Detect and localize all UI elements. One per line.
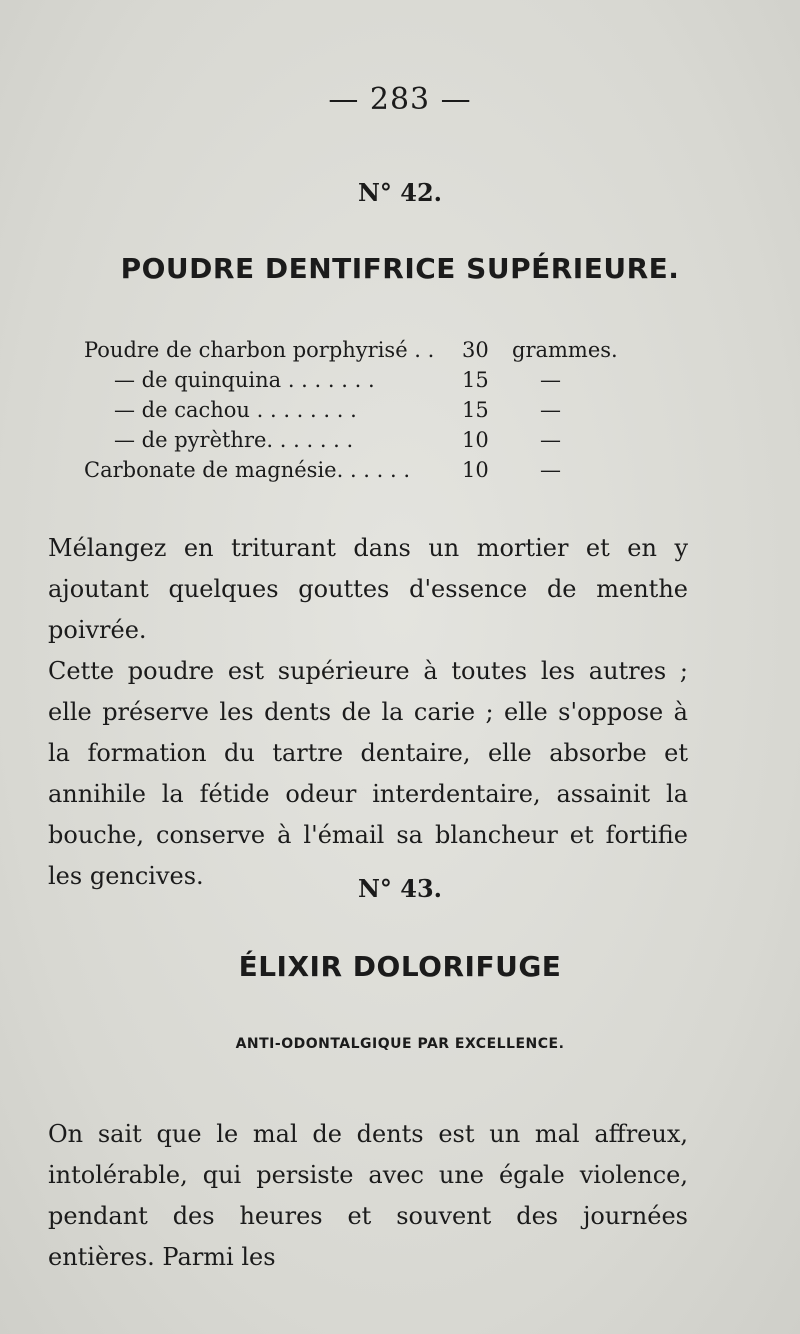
recipe-43-title: ÉLIXIR DOLORIFUGE [238,950,562,983]
recipe-42-number: N° 42. [357,178,443,207]
ingredient-row [84,458,644,488]
ingredient-quantity: 15 [462,368,489,392]
ingredient-unit: — [540,458,561,482]
ingredient-unit: — [540,398,561,422]
recipe-43-number: N° 43. [357,874,443,903]
page-number: — 283 — [328,82,472,117]
ingredient-quantity: 10 [462,458,489,482]
ingredient-name: Poudre de charbon porphyrisé . . [84,338,435,362]
recipe-43-text [48,1114,688,1278]
paragraph: Mélangez en triturant dans un mortier et en y ajoutant quelques gouttes d'essence de menthe poivrée. [48,534,688,644]
ingredient-quantity: 15 [462,398,489,422]
recipe-43-subtitle: ANTI-ODONTALGIQUE PAR EXCELLENCE. [235,1036,565,1052]
ingredient-row [84,368,644,398]
paragraph: Cette poudre est supérieure à toutes les autres ; elle préserve les dents de la carie ; elle s'oppose à la formation du tartre dentaire, elle absorbe et annihile la fétide odeur interdentaire, assainit la bouche, conserve à l'émail sa blancheur et fortifie les gencives. [48,657,688,890]
recipe-42-text [48,528,688,897]
ingredient-unit: — [540,368,561,392]
ingredient-list [84,338,644,488]
ingredient-unit: grammes. [512,338,618,362]
ingredient-name: — de quinquina . . . . . . . [114,368,375,392]
recipe-42-title: POUDRE DENTIFRICE SUPÉRIEURE. [120,252,680,285]
paragraph: On sait que le mal de dents est un mal affreux, intolérable, qui persiste avec une égale violence, pendant des heures et souvent des journées entières. Parmi les [48,1120,688,1271]
ingredient-quantity: 10 [462,428,489,452]
ingredient-row [84,338,644,368]
ingredient-name: Carbonate de magnésie. . . . . . [84,458,411,482]
ingredient-row [84,428,644,458]
ingredient-unit: — [540,428,561,452]
ingredient-name: — de cachou . . . . . . . . [114,398,357,422]
ingredient-name: — de pyrèthre. . . . . . . [114,428,354,452]
ingredient-row [84,398,644,428]
ingredient-quantity: 30 [462,338,489,362]
